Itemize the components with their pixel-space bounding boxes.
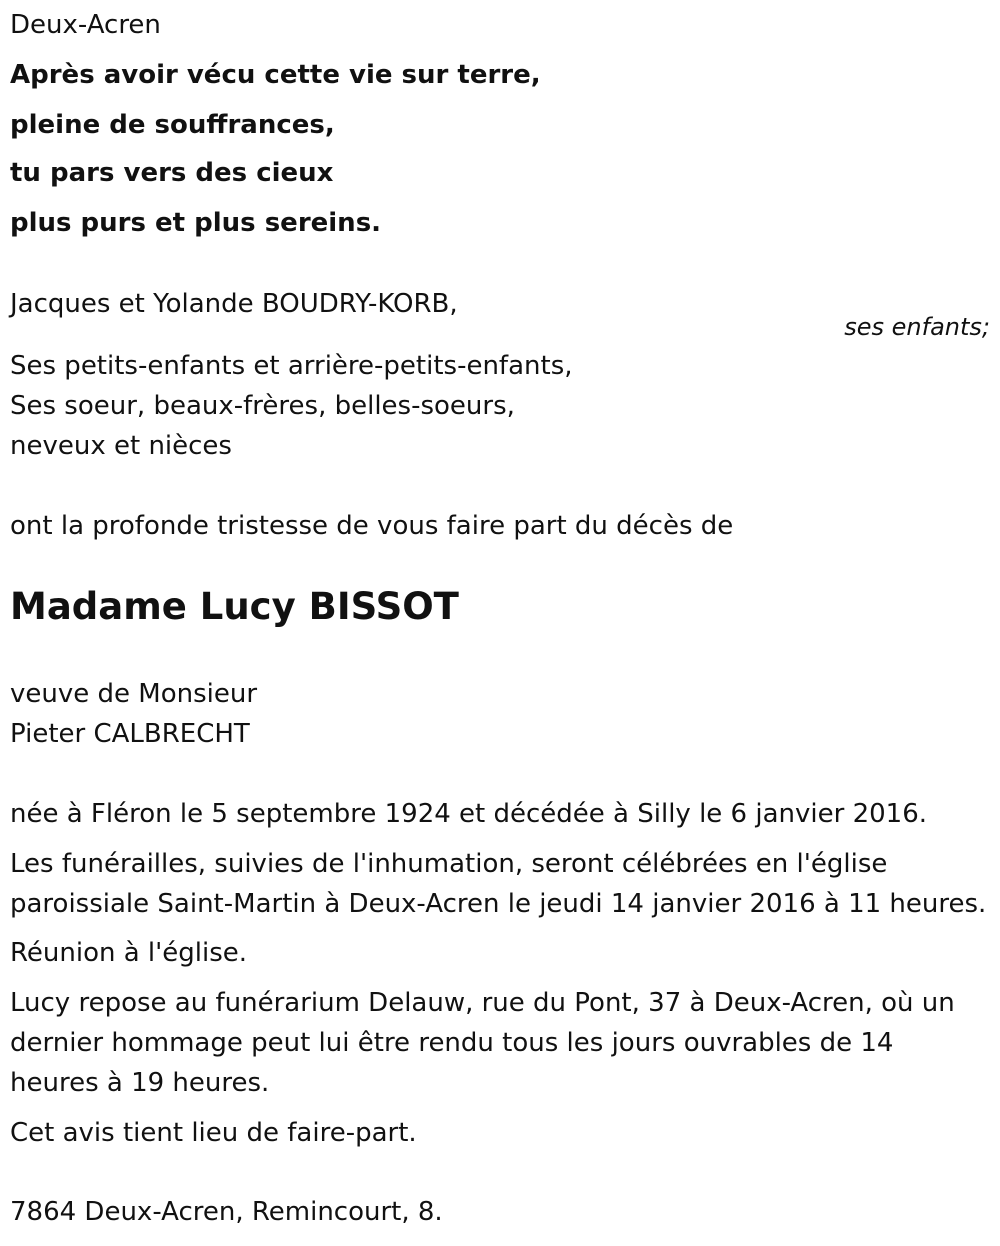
poem-line: pleine de souffrances, <box>10 110 335 140</box>
funeral-line: paroissiale Saint-Martin à Deux-Acren le jeudi 14 janvier 2016 à 11 heures. <box>10 889 987 919</box>
address: 7864 Deux-Acren, Remincourt, 8. <box>10 1197 443 1227</box>
widow-of-line: veuve de Monsieur <box>10 679 258 709</box>
family-line: Ses petits-enfants et arrière-petits-enfants, <box>10 351 573 381</box>
notice: Cet avis tient lieu de faire-part. <box>10 1118 417 1148</box>
funeral-line: Les funérailles, suivies de l'inhumation, seront célébrées en l'église <box>10 849 888 879</box>
visitation-line: dernier hommage peut lui être rendu tous les jours ouvrables de 14 <box>10 1028 894 1058</box>
poem-line: tu pars vers des cieux <box>10 158 334 188</box>
children-names: Jacques et Yolande BOUDRY-KORB, <box>10 289 458 319</box>
announcement: ont la profonde tristesse de vous faire part du décès de <box>10 511 734 541</box>
family-line: neveux et nièces <box>10 431 232 461</box>
widow-of-line: Pieter CALBRECHT <box>10 719 250 749</box>
poem-line: Après avoir vécu cette vie sur terre, <box>10 60 541 90</box>
poem-line: plus purs et plus sereins. <box>10 208 382 238</box>
place-header: Deux-Acren <box>10 10 161 40</box>
children-role: ses enfants; <box>844 313 990 341</box>
birth-death: née à Fléron le 5 septembre 1924 et décédée à Silly le 6 janvier 2016. <box>10 799 927 829</box>
family-line: Ses soeur, beaux-frères, belles-soeurs, <box>10 391 515 421</box>
deceased-name: Madame Lucy BISSOT <box>10 585 459 628</box>
visitation-line: Lucy repose au funérarium Delauw, rue du Pont, 37 à Deux-Acren, où un <box>10 988 955 1018</box>
meeting: Réunion à l'église. <box>10 938 248 968</box>
visitation-line: heures à 19 heures. <box>10 1068 270 1098</box>
